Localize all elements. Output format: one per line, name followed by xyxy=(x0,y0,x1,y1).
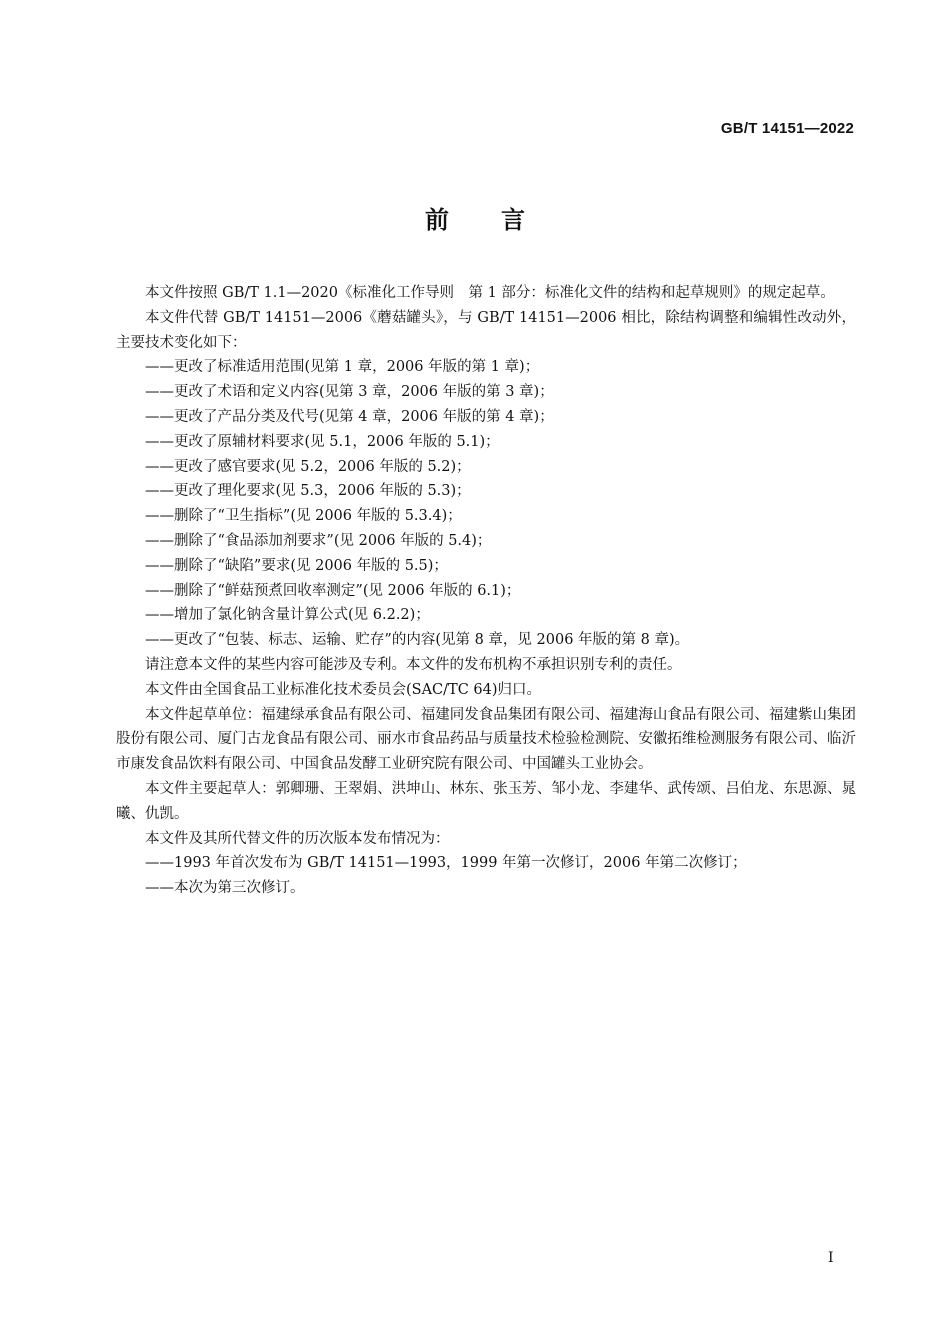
paragraph-drafting-rules: 本文件按照 GB/T 1.1—2020《标准化工作导则 第 1 部分：标准化文件的结构和起草规则》的规定起草。 xyxy=(145,285,835,301)
foreword-body xyxy=(116,281,856,901)
paragraph-drafters: 本文件主要起草人：郭卿珊、王翠娟、洪坤山、林东、张玉芳、邹小龙、李建华、武传颂、吕伯龙、东思源、晁曦、仇凯。 xyxy=(116,780,856,822)
change-item: ——更改了“包装、标志、运输、贮存”的内容(见第 8 章，见 2006 年版的第 8 章)。 xyxy=(145,632,690,649)
history-item: ——1993 年首次发布为 GB/T 14151—1993，1999 年第一次修订，2006 年第二次修订； xyxy=(145,855,747,872)
paragraph-drafting-units: 本文件起草单位：福建绿承食品有限公司、福建同发食品集团有限公司、福建海山食品有限公司、福建紫山集团股份有限公司、厦门古龙食品有限公司、丽水市食品药品与质量技术检验检测院、安徽拓维检测服务有限公司、临沂市康发食品饮料有限公司、中国食品发酵工业研究院有限公司、中国罐头工业协会。 xyxy=(116,706,856,773)
paragraph-committee: 本文件由全国食品工业标准化技术委员会(SAC/TC 64)归口。 xyxy=(145,681,542,698)
change-item: ——更改了原辅材料要求(见 5.1，2006 年版的 5.1)； xyxy=(145,433,500,450)
change-item: ——更改了感官要求(见 5.2，2006 年版的 5.2)； xyxy=(145,458,471,475)
change-item: ——删除了“缺陷”要求(见 2006 年版的 5.5)； xyxy=(145,557,448,574)
standard-number: GB/T 14151—2022 xyxy=(720,120,854,137)
change-item: ——更改了产品分类及代号(见第 4 章，2006 年版的第 4 章)； xyxy=(145,408,554,425)
change-item: ——增加了氯化钠含量计算公式(见 6.2.2)； xyxy=(145,607,430,624)
page-title: 前言 xyxy=(425,206,577,234)
history-item: ——本次为第三次修订。 xyxy=(145,880,305,897)
paragraph-history-intro: 本文件及其所代替文件的历次版本发布情况为： xyxy=(145,830,450,847)
paragraph-patent-notice: 请注意本文件的某些内容可能涉及专利。本文件的发布机构不承担识别专利的责任。 xyxy=(145,656,682,673)
change-item: ——删除了“鲜菇预煮回收率测定”(见 2006 年版的 6.1)； xyxy=(145,582,521,599)
change-item: ——更改了标准适用范围(见第 1 章，2006 年版的第 1 章)； xyxy=(145,359,540,376)
change-item: ——更改了术语和定义内容(见第 3 章，2006 年版的第 3 章)； xyxy=(145,384,554,401)
paragraph-replacement: 本文件代替 GB/T 14151—2006《蘑菇罐头》，与 GB/T 14151—2006 相比，除结构调整和编辑性改动外，主要技术变化如下： xyxy=(116,309,856,351)
change-item: ——更改了理化要求(见 5.3，2006 年版的 5.3)； xyxy=(145,483,471,500)
change-item: ——删除了“卫生指标”(见 2006 年版的 5.3.4)； xyxy=(145,508,462,525)
page-number: I xyxy=(828,1250,834,1266)
change-item: ——删除了“食品添加剂要求”(见 2006 年版的 5.4)； xyxy=(145,532,492,549)
